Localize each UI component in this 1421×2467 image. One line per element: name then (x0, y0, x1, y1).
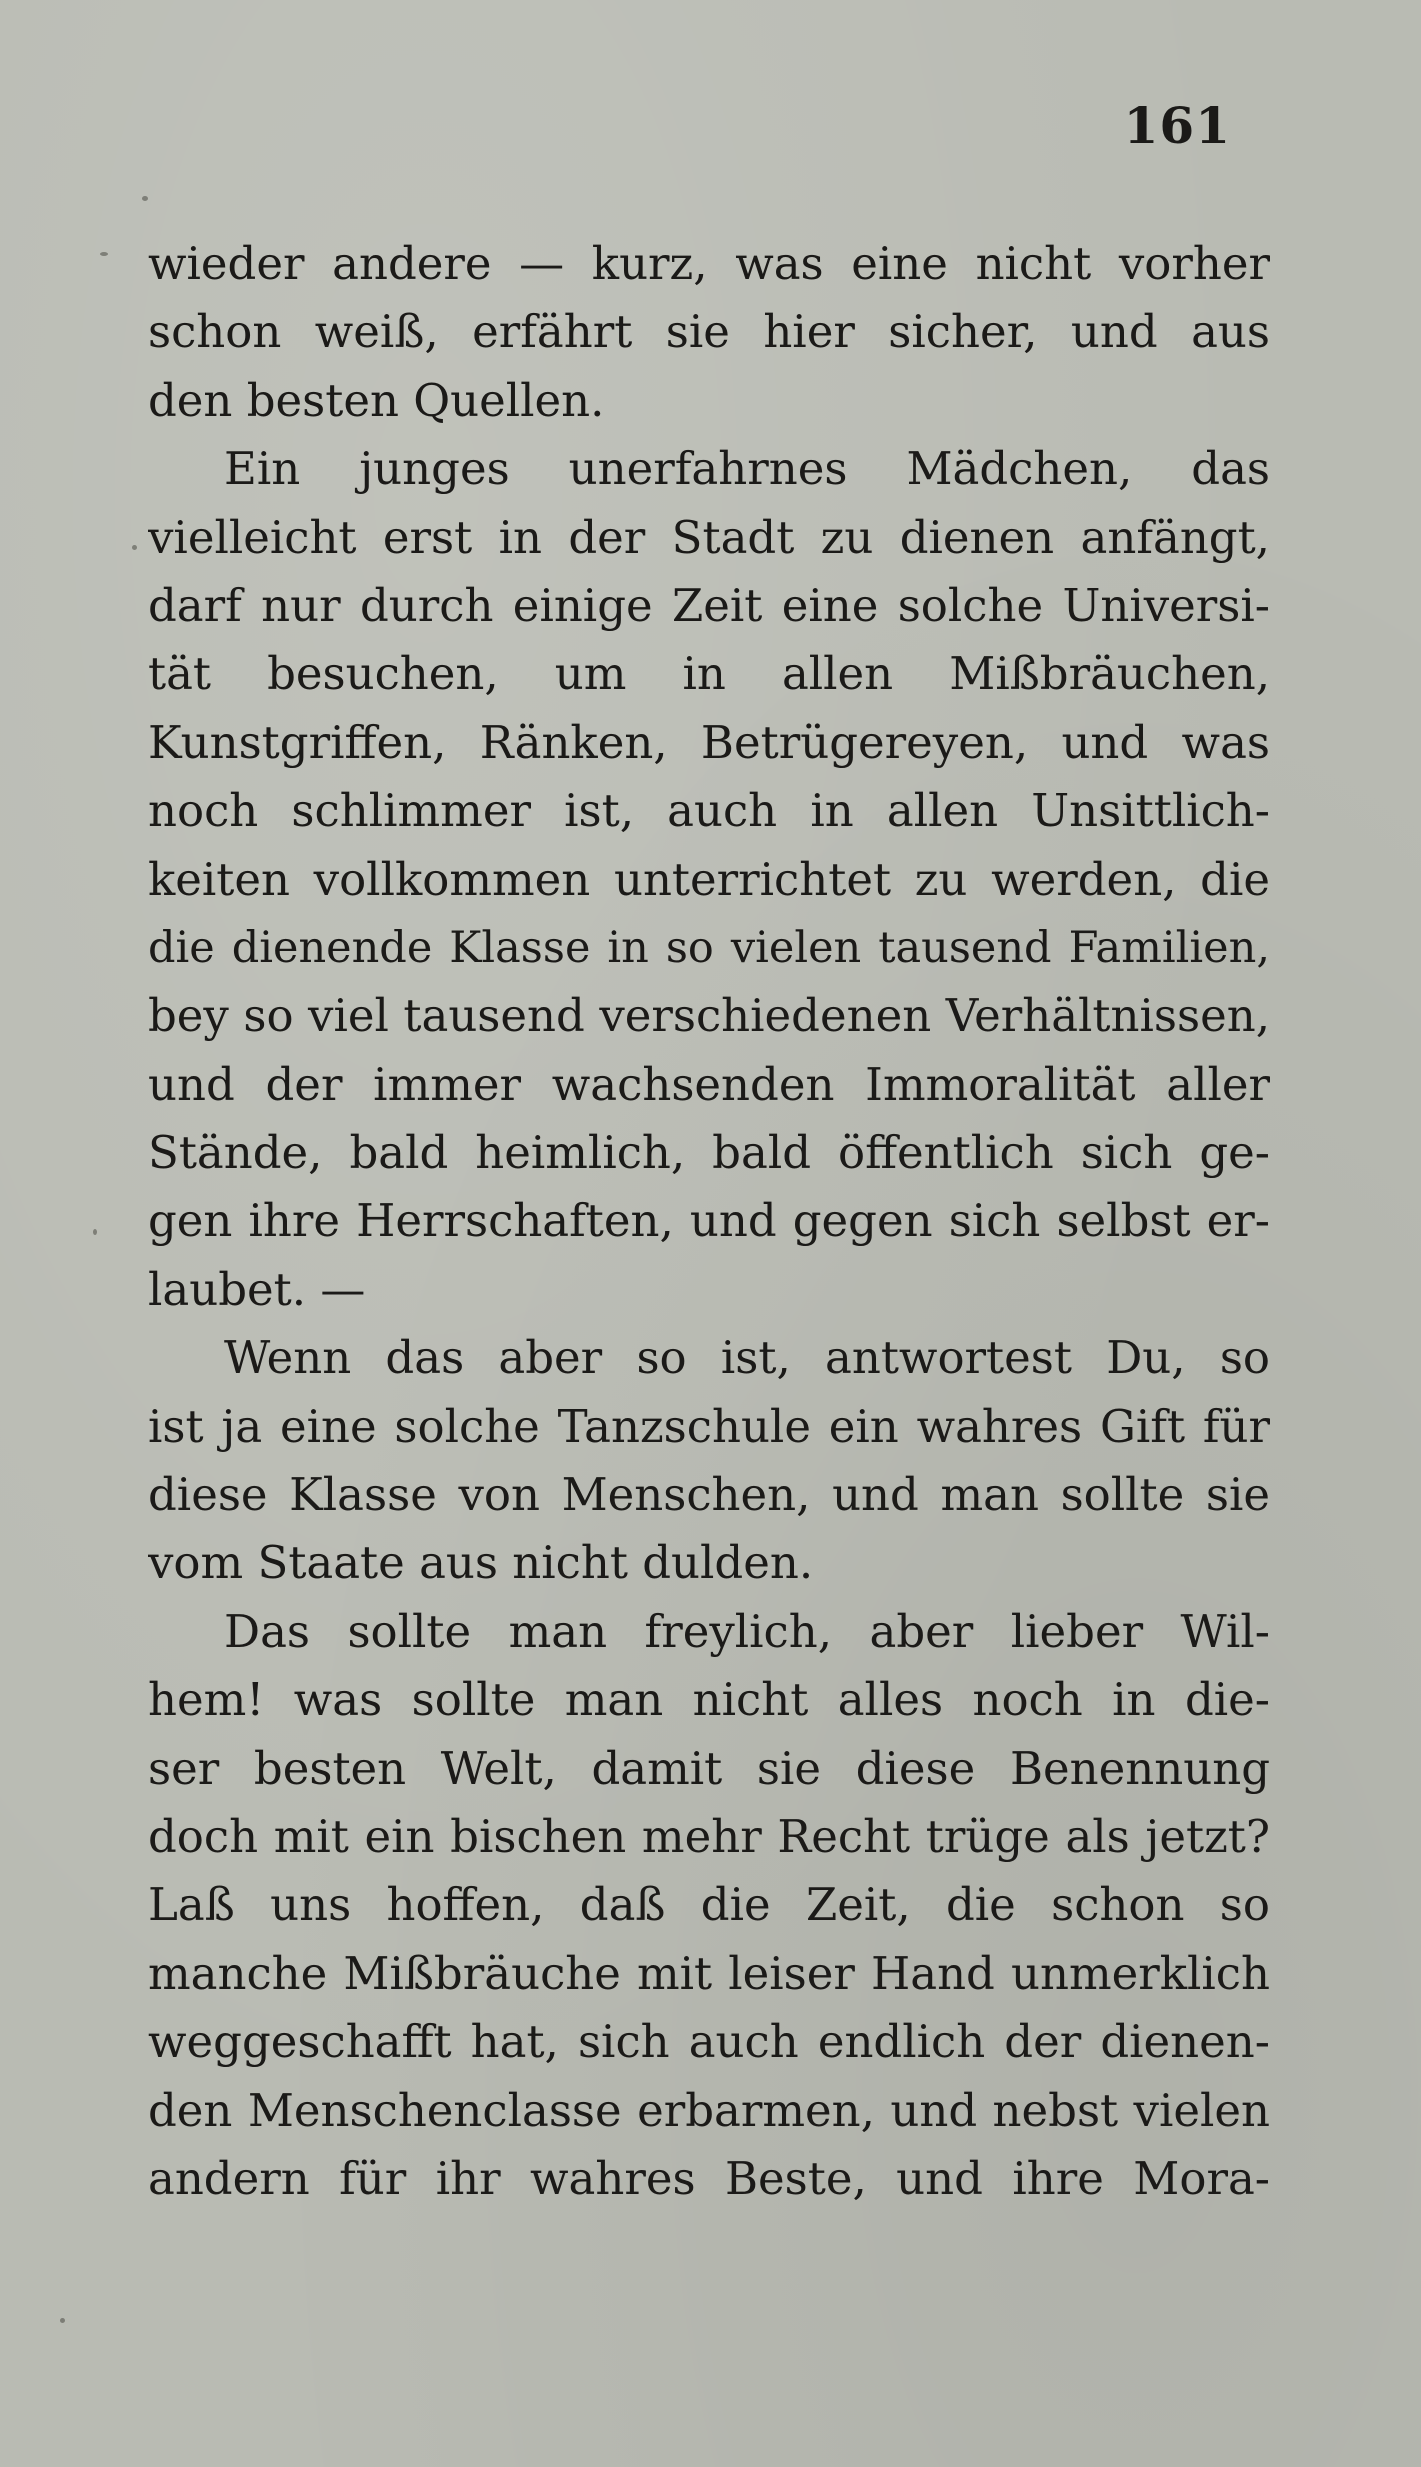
text-line: Stände, bald heimlich, bald öffentlich sich ge- (148, 1126, 1270, 1180)
text-line: keiten vollkommen unterrichtet zu werden, die (148, 852, 1270, 906)
body-text (148, 230, 1270, 2213)
text-line: gen ihre Herrschaften, und gegen sich selbst er- (148, 1194, 1270, 1248)
text-line: noch schlimmer ist, auch in allen Unsittlich- (148, 784, 1270, 838)
paper-speck (142, 196, 148, 201)
paper-speck (60, 2318, 65, 2323)
text-line: bey so viel tausend verschiedenen Verhältnissen, (148, 989, 1270, 1043)
text-line: und der immer wachsenden Immoralität aller (148, 1057, 1270, 1111)
text-line: ser besten Welt, damit sie diese Benennung (148, 1741, 1270, 1795)
paper-speck (100, 252, 108, 256)
text-line: ist ja eine solche Tanzschule ein wahres Gift für (148, 1399, 1270, 1453)
text-line: Kunstgriffen, Ränken, Betrügereyen, und was (148, 715, 1270, 769)
text-line: Das sollte man freylich, aber lieber Wil- (224, 1604, 1270, 1658)
text-line: manche Mißbräuche mit leiser Hand unmerklich (148, 1946, 1270, 2000)
text-line: wieder andere — kurz, was eine nicht vorher (148, 237, 1270, 290)
text-line: Laß uns hoffen, daß die Zeit, die schon so (148, 1878, 1270, 1932)
text-line: darf nur durch einige Zeit eine solche Universi- (148, 578, 1270, 632)
text-line: doch mit ein bischen mehr Recht trüge als jetzt? (148, 1809, 1270, 1863)
paper-speck (93, 1229, 97, 1235)
text-line: weggeschafft hat, sich auch endlich der dienen- (148, 2015, 1270, 2069)
paper-speck (132, 545, 137, 550)
text-line: tät besuchen, um in allen Mißbräuchen, (148, 647, 1270, 701)
text-line: hem! was sollte man nicht alles noch in die- (148, 1673, 1270, 1727)
text-line: vielleicht erst in der Stadt zu dienen anfängt, (148, 510, 1270, 564)
text-line: die dienende Klasse in so vielen tausend Familien, (148, 922, 1270, 973)
text-line: den Menschenclasse erbarmen, und nebst vielen (148, 2083, 1270, 2137)
text-line: Wenn das aber so ist, antwortest Du, so (224, 1331, 1270, 1385)
text-line: andern für ihr wahres Beste, und ihre Mora- (148, 2151, 1270, 2205)
text-line: diese Klasse von Menschen, und man sollte sie (148, 1468, 1270, 1522)
text-line: laubet. — (148, 1262, 366, 1316)
text-line: Ein junges unerfahrnes Mädchen, das (224, 442, 1270, 496)
page-number: 161 (1123, 96, 1231, 155)
text-line: den besten Quellen. (148, 373, 605, 427)
text-line: schon weiß, erfährt sie hier sicher, und aus (148, 305, 1270, 359)
text-line: vom Staate aus nicht dulden. (148, 1536, 814, 1590)
